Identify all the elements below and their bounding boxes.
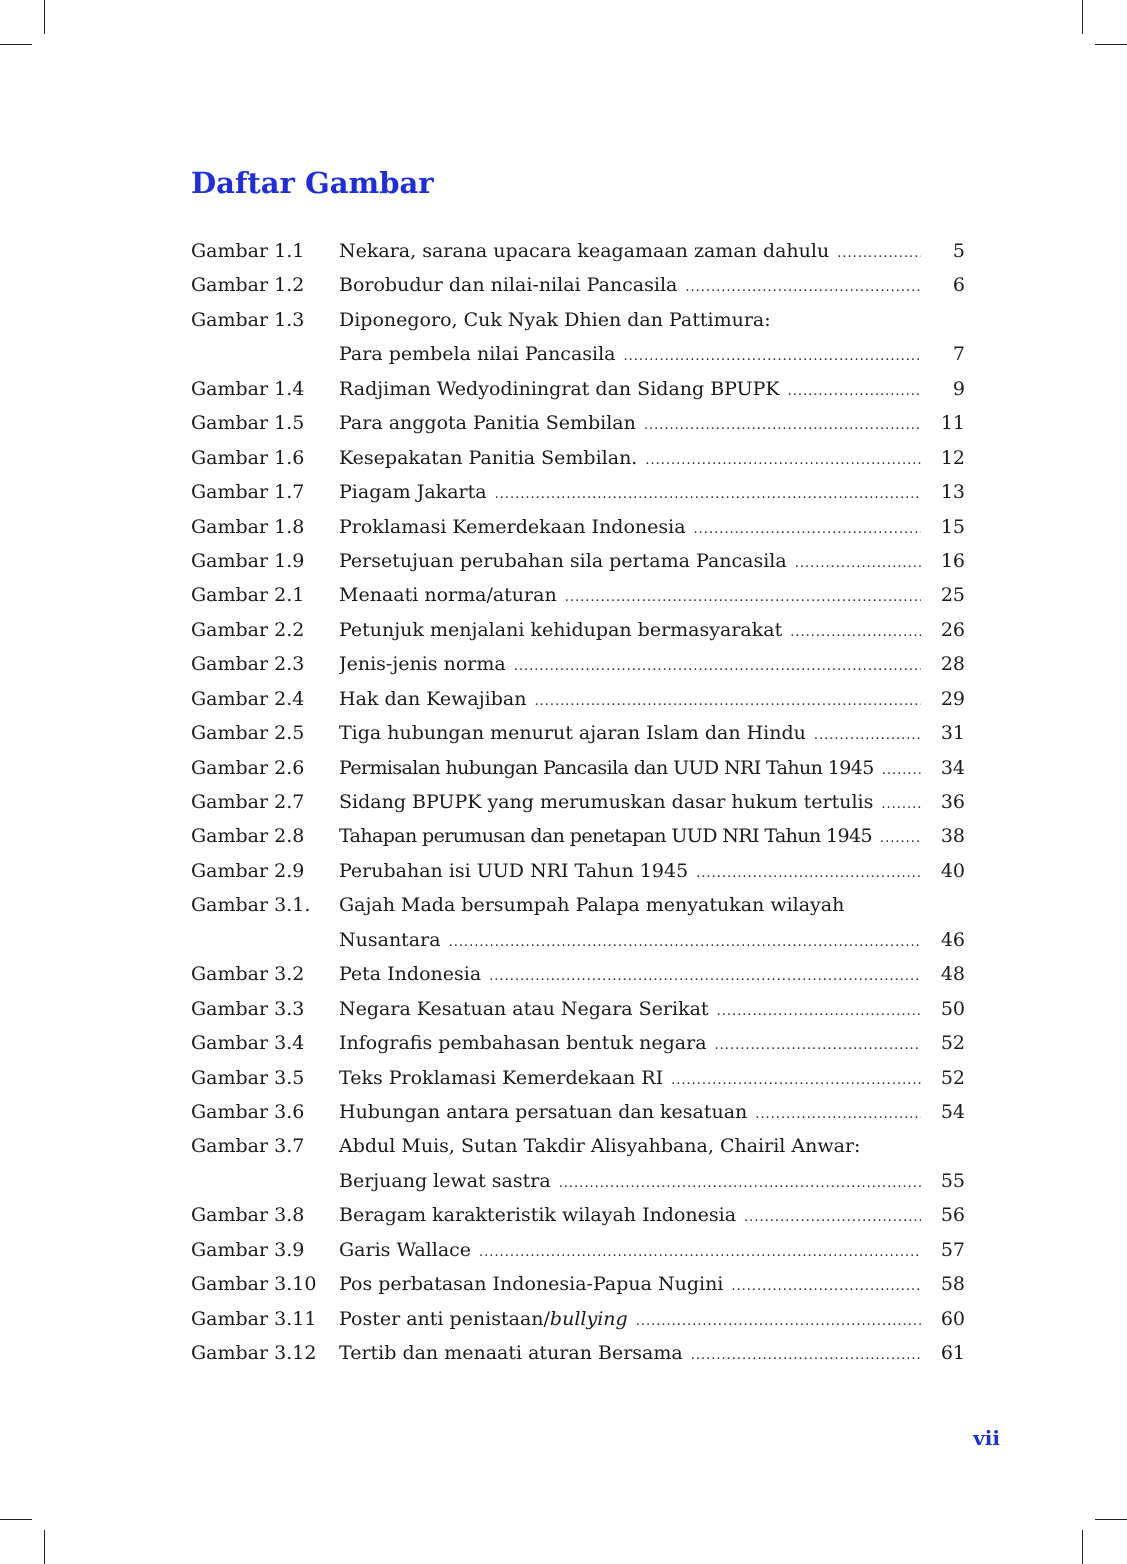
figure-caption [339, 992, 921, 1029]
figure-number: Gambar 1.6 [191, 446, 305, 469]
dot-leader [694, 513, 921, 547]
figure-caption [339, 1129, 921, 1163]
dot-leader [880, 822, 921, 856]
figure-page-number: 60 [940, 1307, 965, 1330]
figure-caption-text: Borobudur dan nilai-nilai Pancasila [339, 274, 678, 297]
figure-caption [339, 303, 921, 337]
figure-caption [339, 234, 921, 271]
figure-page-number: 58 [940, 1273, 965, 1296]
figure-caption-text: Abdul Muis, Sutan Takdir Alisyahbana, Chairil Anwar: [339, 1135, 861, 1158]
figure-number: Gambar 1.5 [191, 412, 305, 435]
figure-caption [339, 888, 921, 922]
figure-number: Gambar 1.7 [191, 481, 305, 504]
figure-caption-text: Teks Proklamasi Kemerdekaan RI [339, 1066, 664, 1089]
dot-leader [788, 375, 921, 409]
figure-caption-text: Persetujuan perubahan sila pertama Pancasila [339, 549, 787, 572]
crop-mark-bottom-left-horizontal [0, 1519, 32, 1520]
figure-entry[interactable] [191, 751, 965, 785]
figure-page-number: 61 [940, 1342, 965, 1364]
figure-entry[interactable] [191, 992, 965, 1026]
figure-entry[interactable] [191, 1233, 965, 1267]
figure-caption-text: Perubahan isi UUD NRI Tahun 1945 [339, 859, 689, 882]
figure-entry-continuation[interactable] [191, 1164, 965, 1198]
figure-number: Gambar 1.1 [191, 240, 305, 262]
figure-entry[interactable] [191, 1129, 965, 1163]
dot-leader [685, 271, 921, 305]
figure-entry[interactable] [191, 716, 965, 750]
figure-entry[interactable] [191, 1095, 965, 1129]
figure-caption-text: Nekara, sarana upacara keagamaan zaman dahulu [339, 240, 830, 262]
figure-caption [339, 1302, 921, 1339]
figure-entry[interactable] [191, 1061, 965, 1095]
figure-caption-text: Radjiman Wedyodiningrat dan Sidang BPUPK [339, 377, 780, 400]
dot-leader [795, 547, 921, 581]
figure-caption [339, 1198, 921, 1235]
dot-leader [814, 719, 921, 753]
figure-caption-text: Petunjuk menjalani kehidupan bermasyarakat [339, 618, 783, 641]
figure-entry[interactable] [191, 613, 965, 647]
dot-leader [449, 926, 921, 960]
figure-page-number: 38 [940, 825, 965, 848]
dot-leader [715, 1029, 921, 1063]
figure-entry[interactable] [191, 682, 965, 716]
figure-caption [339, 682, 921, 719]
figure-number: Gambar 2.8 [191, 825, 305, 848]
figure-caption-text: Para pembela nilai Pancasila [339, 343, 616, 366]
figure-number: Gambar 3.6 [191, 1100, 305, 1123]
figure-number: Gambar 1.4 [191, 377, 305, 400]
dot-leader [565, 581, 921, 615]
figure-entry[interactable] [191, 268, 965, 302]
figure-caption [339, 1233, 921, 1270]
figure-page-number: 6 [952, 274, 965, 297]
crop-mark-top-right-vertical [1082, 0, 1083, 34]
figure-page-number: 56 [940, 1204, 965, 1227]
figure-entry[interactable] [191, 1026, 965, 1060]
dot-leader [717, 995, 921, 1029]
figure-page-number: 28 [940, 653, 965, 676]
figure-entry[interactable] [191, 372, 965, 406]
figure-number: Gambar 2.1 [191, 584, 305, 607]
figure-entry[interactable] [191, 1302, 965, 1336]
figure-number: Gambar 3.3 [191, 997, 305, 1020]
figure-number: Gambar 3.9 [191, 1238, 305, 1261]
figure-caption-text: Beragam karakteristik wilayah Indonesia [339, 1204, 737, 1227]
figure-caption [339, 1061, 921, 1098]
figure-number: Gambar 2.6 [191, 756, 305, 779]
figure-caption-italic: bullying [549, 1307, 628, 1330]
page-title: Daftar Gambar [191, 166, 434, 200]
dot-leader [696, 857, 921, 891]
dot-leader [624, 340, 921, 374]
dot-leader [882, 754, 921, 788]
dot-leader [837, 237, 921, 271]
figure-entry[interactable] [191, 647, 965, 681]
crop-mark-bottom-right-vertical [1082, 1530, 1083, 1564]
figure-caption-text: Hak dan Kewajiban [339, 687, 527, 710]
figure-entry[interactable] [191, 475, 965, 509]
figure-page-number: 25 [940, 584, 965, 607]
figure-caption [339, 337, 921, 374]
figure-caption [339, 819, 921, 856]
figure-page-number: 15 [940, 515, 965, 538]
figure-caption-text: Gajah Mada bersumpah Palapa menyatukan wilayah [339, 894, 845, 917]
figure-page-number: 48 [940, 963, 965, 986]
figure-number: Gambar 3.8 [191, 1204, 305, 1227]
figure-entry-continuation[interactable] [191, 337, 965, 371]
figure-page-number: 7 [952, 343, 965, 366]
figure-caption-text: Nusantara [339, 928, 441, 951]
figure-entry[interactable] [191, 510, 965, 544]
figure-caption [339, 1164, 921, 1201]
dot-leader [534, 685, 921, 719]
figure-entry-continuation[interactable] [191, 923, 965, 957]
figure-caption-text: Pos perbatasan Indonesia-Papua Nugini [339, 1273, 724, 1296]
figure-caption [339, 785, 921, 822]
figure-page-number: 34 [940, 756, 965, 779]
figure-number: Gambar 3.12 [191, 1342, 317, 1364]
figure-entry[interactable] [191, 578, 965, 612]
figure-entry[interactable] [191, 854, 965, 888]
figure-caption [339, 268, 921, 305]
dot-leader [671, 1064, 921, 1098]
figure-page-number: 57 [940, 1238, 965, 1261]
figure-number: Gambar 1.2 [191, 274, 305, 297]
figure-caption [339, 613, 921, 650]
figure-number: Gambar 2.3 [191, 653, 305, 676]
figure-number: Gambar 2.9 [191, 859, 305, 882]
figure-caption [339, 475, 921, 512]
figure-page-number: 50 [940, 997, 965, 1020]
figure-entry[interactable] [191, 303, 965, 337]
figure-caption-text: Tertib dan menaati aturan Bersama [339, 1342, 683, 1364]
figure-caption [339, 957, 921, 994]
figure-page-number: 55 [940, 1169, 965, 1192]
figure-number: Gambar 1.3 [191, 308, 305, 331]
figure-entry[interactable] [191, 785, 965, 819]
dot-leader [489, 960, 921, 994]
dot-leader [691, 1339, 921, 1373]
figure-caption-text: Diponegoro, Cuk Nyak Dhien dan Pattimura: [339, 308, 771, 331]
figure-caption [339, 1095, 921, 1132]
figure-caption [339, 1026, 921, 1063]
figure-caption-text: Negara Kesatuan atau Negara Serikat [339, 997, 709, 1020]
figure-caption [339, 751, 921, 788]
dot-leader [881, 788, 921, 822]
figure-number: Gambar 1.9 [191, 549, 305, 572]
figure-caption [339, 1267, 921, 1304]
figure-page-number: 13 [940, 481, 965, 504]
dot-leader [479, 1236, 921, 1270]
figure-list [191, 234, 965, 1370]
figure-number: Gambar 2.5 [191, 722, 305, 745]
figure-number: Gambar 1.8 [191, 515, 305, 538]
dot-leader [645, 444, 921, 478]
figure-caption [339, 578, 921, 615]
figure-entry[interactable] [191, 957, 965, 991]
figure-caption [339, 1336, 921, 1373]
figure-caption-text: Infografis pembahasan bentuk negara [339, 1032, 707, 1055]
figure-caption [339, 406, 921, 443]
dot-leader [731, 1270, 921, 1304]
crop-mark-top-left-horizontal [0, 44, 32, 45]
figure-entry[interactable] [191, 234, 965, 268]
figure-caption-text: Sidang BPUPK yang merumuskan dasar hukum tertulis [339, 791, 874, 813]
figure-number: Gambar 3.10 [191, 1273, 317, 1296]
figure-number: Gambar 3.11 [191, 1307, 317, 1330]
figure-page-number: 52 [940, 1066, 965, 1089]
figure-entry[interactable] [191, 1198, 965, 1232]
figure-entry[interactable] [191, 819, 965, 853]
crop-mark-top-left-vertical [44, 0, 45, 34]
crop-mark-bottom-right-horizontal [1095, 1519, 1127, 1520]
dot-leader [495, 478, 921, 512]
figure-page-number: 29 [940, 687, 965, 710]
figure-page-number: 36 [940, 791, 965, 813]
figure-number: Gambar 3.1. [191, 894, 311, 917]
figure-page-number: 54 [940, 1100, 965, 1123]
figure-page-number: 26 [940, 618, 965, 641]
figure-number: Gambar 3.5 [191, 1066, 305, 1089]
figure-caption-text: Hubungan antara persatuan dan kesatuan [339, 1100, 748, 1123]
figure-entry[interactable] [191, 544, 965, 578]
figure-page-number: 40 [940, 859, 965, 882]
figure-caption [339, 854, 921, 891]
figure-caption-text: Para anggota Panitia Sembilan [339, 412, 636, 435]
figure-caption [339, 647, 921, 684]
dot-leader [755, 1098, 921, 1132]
figure-caption-text: Tahapan perumusan dan penetapan UUD NRI Tahun 1945 [339, 825, 872, 848]
figure-entry[interactable] [191, 1336, 965, 1370]
figure-page-number: 12 [940, 446, 965, 469]
figure-caption [339, 716, 921, 753]
figure-caption-text: Garis Wallace [339, 1238, 472, 1261]
figure-number: Gambar 3.4 [191, 1032, 305, 1055]
figure-caption-text: Peta Indonesia [339, 963, 482, 986]
figure-entry[interactable] [191, 441, 965, 475]
dot-leader [636, 1305, 921, 1339]
figure-entry[interactable] [191, 1267, 965, 1301]
dot-leader [514, 650, 921, 684]
figure-caption [339, 441, 921, 478]
figure-page-number: 31 [940, 722, 965, 745]
figure-caption [339, 923, 921, 960]
figure-caption-text: Piagam Jakarta [339, 481, 487, 504]
figure-number: Gambar 2.2 [191, 618, 305, 641]
figure-caption-text: Kesepakatan Panitia Sembilan. [339, 446, 638, 469]
figure-entry[interactable] [191, 406, 965, 440]
dot-leader [744, 1201, 921, 1235]
figure-caption-text: Berjuang lewat sastra [339, 1169, 551, 1192]
figure-entry[interactable] [191, 888, 965, 922]
dot-leader [790, 616, 921, 650]
page-number: vii [973, 1426, 1000, 1450]
figure-caption-text: Permisalan hubungan Pancasila dan UUD NRI Tahun 1945 [339, 756, 874, 779]
figure-caption-text: Proklamasi Kemerdekaan Indonesia [339, 515, 686, 538]
crop-mark-bottom-left-vertical [44, 1530, 45, 1564]
figure-caption-text: Menaati norma/aturan [339, 584, 557, 607]
figure-number: Gambar 2.4 [191, 687, 305, 710]
figure-caption [339, 544, 921, 581]
crop-mark-top-right-horizontal [1095, 44, 1127, 45]
figure-caption-text: Jenis-jenis norma [339, 653, 506, 676]
figure-page-number: 5 [952, 240, 965, 262]
dot-leader [559, 1167, 921, 1201]
figure-caption-text: Poster anti penistaan/ [339, 1307, 550, 1330]
figure-caption-text: Tiga hubungan menurut ajaran Islam dan Hindu [339, 722, 806, 745]
figure-caption [339, 510, 921, 547]
figure-page-number: 46 [940, 928, 965, 951]
figure-page-number: 16 [940, 549, 965, 572]
figure-page-number: 52 [940, 1032, 965, 1055]
figure-caption [339, 372, 921, 409]
dot-leader [644, 409, 921, 443]
figure-page-number: 11 [940, 412, 965, 435]
figure-number: Gambar 2.7 [191, 791, 305, 813]
figure-number: Gambar 3.7 [191, 1135, 305, 1158]
figure-page-number: 9 [952, 377, 965, 400]
figure-number: Gambar 3.2 [191, 963, 305, 986]
